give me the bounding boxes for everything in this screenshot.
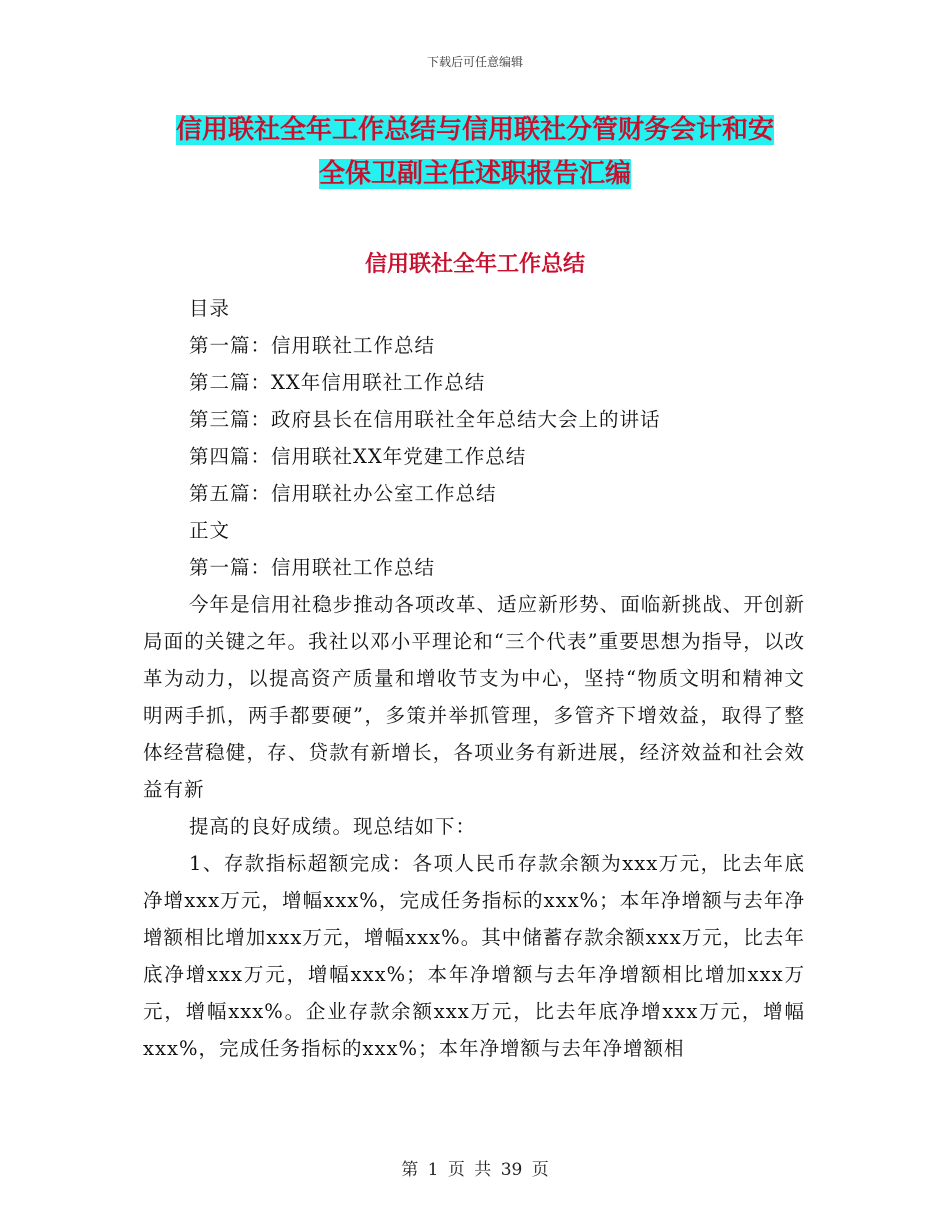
page-number: 第 1 页 共 39 页 [401,1160,549,1180]
paragraph: 提高的良好成绩。现总结如下： [189,815,477,838]
toc-heading: 目录 [189,297,231,320]
toc-item: 第四篇：信用联社XX年党建工作总结 [189,445,527,468]
document-title [140,108,810,196]
document-body [143,290,805,1067]
toc-item: 第二篇：XX年信用联社工作总结 [189,371,486,394]
document-title-line-2: 全保卫副主任述职报告汇编 [318,159,631,189]
toc-item: 第三篇：政府县长在信用联社全年总结大会上的讲话 [189,408,661,431]
body-heading: 正文 [189,519,231,542]
document-title-line-1: 信用联社全年工作总结与信用联社分管财务会计和安 [175,115,774,145]
chapter-title: 第一篇：信用联社工作总结 [189,556,436,579]
section-title: 信用联社全年工作总结 [364,252,585,277]
toc-item: 第一篇：信用联社工作总结 [189,334,436,357]
toc-item: 第五篇：信用联社办公室工作总结 [189,482,497,505]
header-note: 下载后可任意编辑 [426,55,523,69]
paragraph: 1、存款指标超额完成：各项人民币存款余额为xxx万元，比去年底净增xxx万元，增幅xxx%，完成任务指标的xxx%；本年净增额与去年净增额相比增加xxx万元，增幅xxx%。其中储蓄存款余额xxx万元，比去年底净增xxx万元，增幅xxx%；本年净增额与去年净增额相比增加xxx万元，增幅xxx%。企业存款余额xxx万元，比去年底净增xxx万元，增幅xxx%，完成任务指标的xxx%；本年净增额与去年净增额相 [143,852,805,1060]
paragraph: 今年是信用社稳步推动各项改革、适应新形势、面临新挑战、开创新局面的关键之年。我社以邓小平理论和“三个代表”重要思想为指导，以改革为动力，以提高资产质量和增收节支为中心，坚持“物质文明和精神文明两手抓，两手都要硬”，多策并举抓管理，多管齐下增效益，取得了整体经营稳健，存、贷款有新增长，各项业务有新进展，经济效益和社会效益有新 [143,593,805,801]
